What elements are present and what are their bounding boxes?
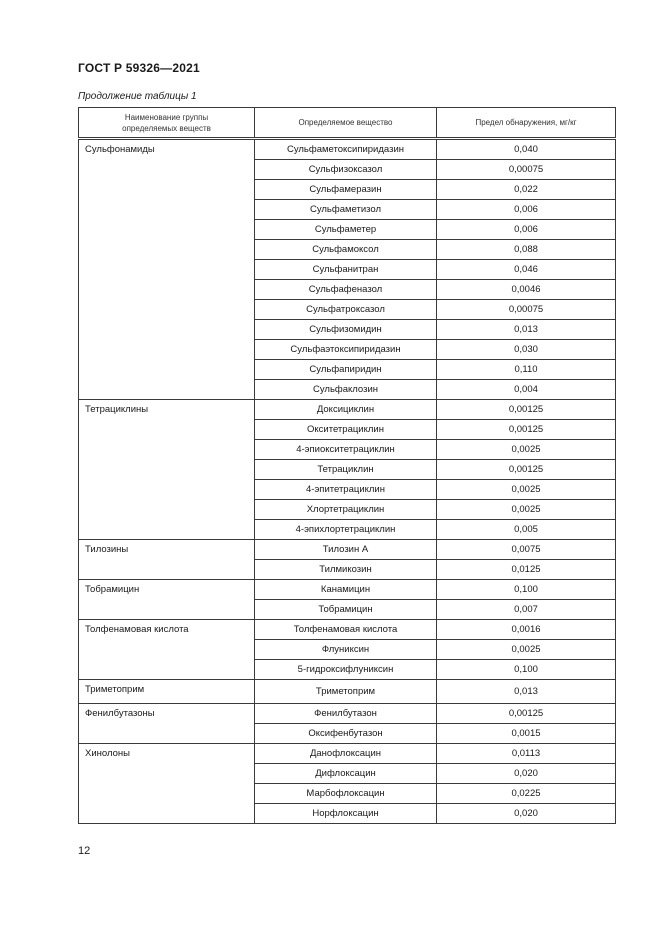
detection-limit-cell: 0,100 [437, 580, 616, 600]
substance-cell: Хлортетрациклин [255, 500, 437, 520]
detection-limit-cell: 0,0113 [437, 744, 616, 764]
detection-limit-cell: 0,046 [437, 260, 616, 280]
detection-limit-cell: 0,0075 [437, 540, 616, 560]
substance-cell: Дифлоксацин [255, 764, 437, 784]
column-header-limit: Предел обнаружения, мг/кг [437, 108, 616, 139]
table-row [79, 540, 616, 560]
substance-cell: Норфлоксацин [255, 804, 437, 824]
detection-limit-cell: 0,0015 [437, 724, 616, 744]
table-row [79, 680, 616, 704]
group-name-cell: Тобрамицин [79, 580, 255, 620]
table-row [79, 744, 616, 764]
detection-limit-cell: 0,0016 [437, 620, 616, 640]
detection-limit-cell: 0,022 [437, 180, 616, 200]
table-header-row [79, 108, 616, 139]
substance-cell: Доксициклин [255, 400, 437, 420]
detection-limit-cell: 0,0225 [437, 784, 616, 804]
substance-cell: Сульфапиридин [255, 360, 437, 380]
detection-limit-cell: 0,100 [437, 660, 616, 680]
substance-cell: Сульфаэтоксипиридазин [255, 340, 437, 360]
table-row [79, 139, 616, 160]
substance-cell: Фенилбутазон [255, 704, 437, 724]
substance-cell: Сульфаметоксипиридазин [255, 139, 437, 160]
detection-limit-cell: 0,0025 [437, 480, 616, 500]
substance-cell: 5-гидроксифлуниксин [255, 660, 437, 680]
detection-limit-cell: 0,0025 [437, 640, 616, 660]
substance-cell: Триметоприм [255, 680, 437, 704]
substance-cell: Толфенамовая кислота [255, 620, 437, 640]
substance-cell: Тилозин А [255, 540, 437, 560]
substance-cell: Тетрациклин [255, 460, 437, 480]
detection-limit-cell: 0,005 [437, 520, 616, 540]
detection-limit-cell: 0,007 [437, 600, 616, 620]
table-body [79, 139, 616, 824]
table-row [79, 400, 616, 420]
substance-cell: Сульфанитран [255, 260, 437, 280]
detection-limit-cell: 0,00075 [437, 160, 616, 180]
column-header-group: Наименование группы определяемых веществ [79, 108, 255, 139]
table-row [79, 580, 616, 600]
group-name-cell: Тилозины [79, 540, 255, 580]
substance-cell: Сульфизомидин [255, 320, 437, 340]
substance-cell: Сульфаметер [255, 220, 437, 240]
table-continuation-caption: Продолжение таблицы 1 [78, 91, 197, 102]
detection-limit-cell: 0,0025 [437, 500, 616, 520]
detection-limit-cell: 0,088 [437, 240, 616, 260]
substance-cell: Данофлоксацин [255, 744, 437, 764]
substance-cell: 4-эпитетрациклин [255, 480, 437, 500]
detection-limit-cell: 0,110 [437, 360, 616, 380]
detection-limit-cell: 0,006 [437, 200, 616, 220]
group-name-cell: Тетрациклины [79, 400, 255, 540]
group-name-cell: Триметоприм [79, 680, 255, 704]
substance-cell: 4-эпихлортетрациклин [255, 520, 437, 540]
substance-cell: Флуниксин [255, 640, 437, 660]
detection-limit-cell: 0,0125 [437, 560, 616, 580]
group-name-cell: Сульфонамиды [79, 139, 255, 400]
substance-cell: Сульфамеразин [255, 180, 437, 200]
detection-limit-cell: 0,040 [437, 139, 616, 160]
substance-cell: Сульфизоксазол [255, 160, 437, 180]
substance-cell: Канамицин [255, 580, 437, 600]
detection-limit-cell: 0,006 [437, 220, 616, 240]
table-row [79, 620, 616, 640]
substance-cell: Сульфаметизол [255, 200, 437, 220]
detection-limit-cell: 0,00125 [437, 420, 616, 440]
substance-cell: Окситетрациклин [255, 420, 437, 440]
group-name-cell: Хинолоны [79, 744, 255, 824]
substance-cell: Сульфамоксол [255, 240, 437, 260]
detection-limit-cell: 0,0025 [437, 440, 616, 460]
document-header: ГОСТ Р 59326—2021 [78, 61, 200, 75]
detection-limit-cell: 0,020 [437, 804, 616, 824]
detection-limit-cell: 0,013 [437, 320, 616, 340]
substance-cell: Марбофлоксацин [255, 784, 437, 804]
detection-limit-cell: 0,020 [437, 764, 616, 784]
substance-cell: Сульфафеназол [255, 280, 437, 300]
substance-cell: Тилмикозин [255, 560, 437, 580]
detection-limit-cell: 0,00075 [437, 300, 616, 320]
detection-limit-cell: 0,00125 [437, 460, 616, 480]
group-name-cell: Фенилбутазоны [79, 704, 255, 744]
column-header-substance: Определяемое вещество [255, 108, 437, 139]
detection-limit-cell: 0,004 [437, 380, 616, 400]
detection-limit-cell: 0,00125 [437, 704, 616, 724]
group-name-cell: Толфенамовая кислота [79, 620, 255, 680]
substance-cell: Тобрамицин [255, 600, 437, 620]
detection-limit-cell: 0,00125 [437, 400, 616, 420]
substance-cell: Сульфаклозин [255, 380, 437, 400]
detection-limit-cell: 0,013 [437, 680, 616, 704]
detection-limit-cell: 0,0046 [437, 280, 616, 300]
table-row [79, 704, 616, 724]
detection-limit-cell: 0,030 [437, 340, 616, 360]
detection-limits-table [78, 107, 616, 824]
page-number: 12 [78, 845, 91, 857]
substance-cell: 4-эпиокситетрациклин [255, 440, 437, 460]
substance-cell: Оксифенбутазон [255, 724, 437, 744]
substance-cell: Сульфатроксазол [255, 300, 437, 320]
table-header [79, 108, 616, 139]
